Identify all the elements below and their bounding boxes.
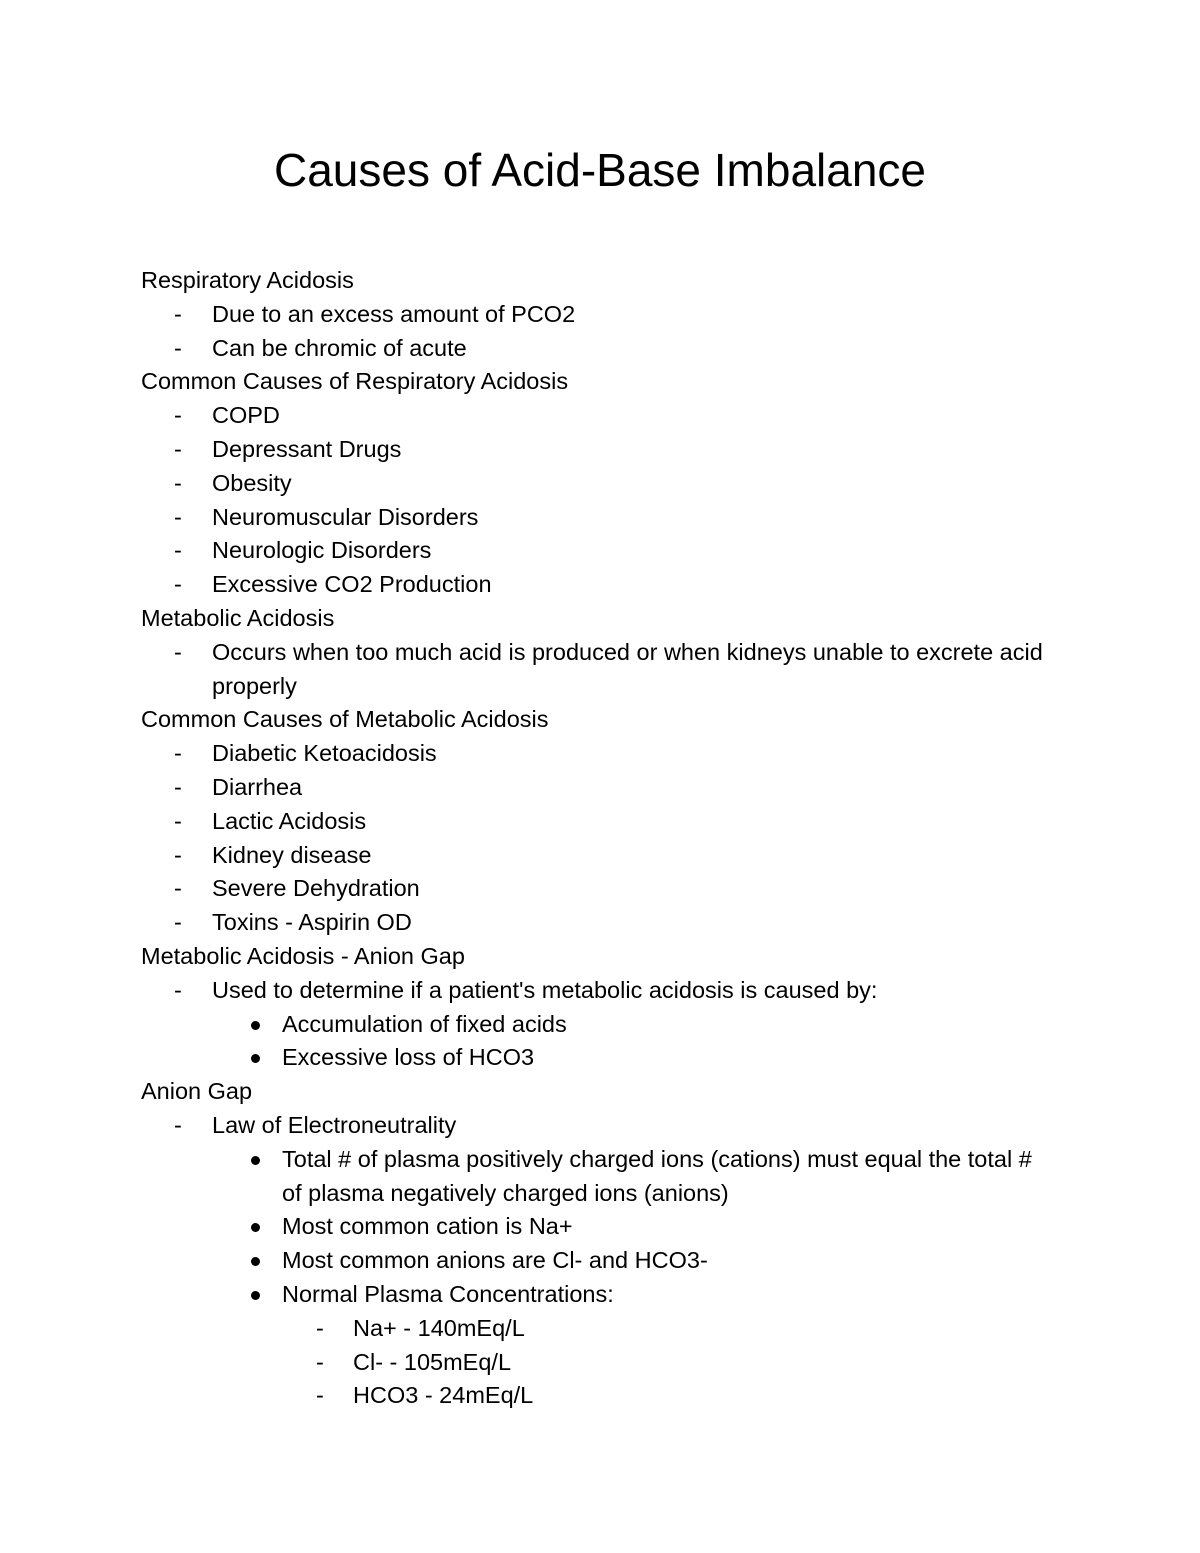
dash-marker: - bbox=[174, 740, 182, 767]
bullet-item-text: Accumulation of fixed acids bbox=[282, 1010, 567, 1037]
list-item bbox=[141, 906, 1081, 940]
dash-marker: - bbox=[174, 638, 182, 665]
list-item bbox=[141, 805, 1081, 839]
bullet-icon bbox=[251, 1156, 260, 1165]
dash-marker: - bbox=[174, 841, 182, 868]
dash-marker: - bbox=[174, 469, 182, 496]
bullet-item bbox=[141, 1278, 1081, 1312]
sub-list-item bbox=[141, 1379, 1081, 1413]
list-item bbox=[141, 298, 1081, 332]
bullet-icon bbox=[251, 1054, 260, 1063]
list-item bbox=[141, 771, 1081, 805]
dash-marker: - bbox=[174, 909, 182, 936]
bullet-item-text: Total # of plasma positively charged ions (cations) must equal the total # of plasma negatively charged ions (anions) bbox=[282, 1145, 1032, 1206]
bullet-item-text: Excessive loss of HCO3 bbox=[282, 1044, 535, 1071]
list-item-text: Lactic Acidosis bbox=[212, 807, 367, 834]
list-item-text: Diarrhea bbox=[212, 773, 303, 800]
bullet-item bbox=[141, 1008, 1081, 1042]
sub-list-item-text: Cl- - 105mEq/L bbox=[353, 1348, 512, 1375]
list-item-text: Neuromuscular Disorders bbox=[212, 503, 479, 530]
dash-marker: - bbox=[174, 435, 182, 462]
dash-marker: - bbox=[316, 1348, 324, 1375]
dash-marker: - bbox=[316, 1382, 324, 1409]
bullet-icon bbox=[251, 1223, 260, 1232]
bullet-item-text: Normal Plasma Concentrations: bbox=[282, 1280, 614, 1307]
dash-marker: - bbox=[174, 1111, 182, 1138]
list-item-text: Used to determine if a patient's metabolic acidosis is caused by: bbox=[212, 976, 878, 1003]
dash-marker: - bbox=[174, 537, 182, 564]
bullet-item bbox=[141, 1244, 1081, 1278]
document-body bbox=[141, 264, 1081, 1413]
section-heading: Metabolic Acidosis - Anion Gap bbox=[141, 942, 465, 969]
list-item-text: Toxins - Aspirin OD bbox=[212, 909, 412, 936]
bullet-icon bbox=[251, 1021, 260, 1030]
dash-marker: - bbox=[316, 1314, 324, 1341]
list-item bbox=[141, 839, 1081, 873]
dash-marker: - bbox=[174, 807, 182, 834]
list-item-text: Law of Electroneutrality bbox=[212, 1111, 457, 1138]
list-item-text: Obesity bbox=[212, 469, 292, 496]
sub-list-item bbox=[141, 1346, 1081, 1380]
dash-marker: - bbox=[174, 334, 182, 361]
list-item-text: Can be chromic of acute bbox=[212, 334, 467, 361]
list-item-text: Occurs when too much acid is produced or when kidneys unable to excrete acid properly bbox=[212, 638, 1043, 699]
list-item-text: Kidney disease bbox=[212, 841, 372, 868]
list-item-text: Neurologic Disorders bbox=[212, 537, 432, 564]
dash-marker: - bbox=[174, 976, 182, 1003]
list-item-text: Diabetic Ketoacidosis bbox=[212, 740, 437, 767]
bullet-item-text: Most common anions are Cl- and HCO3- bbox=[282, 1247, 708, 1274]
bullet-item bbox=[141, 1041, 1081, 1075]
list-item bbox=[141, 534, 1081, 568]
section-heading: Respiratory Acidosis bbox=[141, 267, 354, 293]
dash-marker: - bbox=[174, 402, 182, 429]
document-title: Causes of Acid-Base Imbalance bbox=[273, 144, 927, 196]
dash-marker: - bbox=[174, 875, 182, 902]
list-item bbox=[141, 467, 1081, 501]
sub-list-item bbox=[141, 1312, 1081, 1346]
sub-list-item-text: HCO3 - 24mEq/L bbox=[353, 1382, 534, 1409]
list-item-text: Severe Dehydration bbox=[212, 875, 420, 902]
section-heading: Metabolic Acidosis bbox=[141, 604, 335, 631]
list-item-text: Due to an excess amount of PCO2 bbox=[212, 300, 576, 327]
bullet-item-text: Most common cation is Na+ bbox=[282, 1213, 573, 1240]
list-item-text: Depressant Drugs bbox=[212, 435, 402, 462]
bullet-item bbox=[141, 1210, 1081, 1244]
list-item bbox=[141, 568, 1081, 602]
dash-marker: - bbox=[174, 503, 182, 530]
section-heading: Anion Gap bbox=[141, 1078, 253, 1105]
list-item-text: COPD bbox=[212, 402, 280, 429]
list-item bbox=[141, 872, 1081, 906]
bullet-icon bbox=[251, 1291, 260, 1300]
dash-marker: - bbox=[174, 773, 182, 800]
list-item-text: Excessive CO2 Production bbox=[212, 571, 492, 598]
list-item bbox=[141, 332, 1081, 366]
list-item bbox=[141, 636, 1081, 704]
sub-list-item-text: Na+ - 140mEq/L bbox=[353, 1314, 525, 1341]
list-item bbox=[141, 433, 1081, 467]
dash-marker: - bbox=[174, 571, 182, 598]
list-item bbox=[141, 737, 1081, 771]
list-item bbox=[141, 399, 1081, 433]
section-heading: Common Causes of Respiratory Acidosis bbox=[141, 368, 569, 395]
bullet-item bbox=[141, 1143, 1081, 1211]
list-item bbox=[141, 974, 1081, 1008]
dash-marker: - bbox=[174, 300, 182, 327]
bullet-icon bbox=[251, 1257, 260, 1266]
section-heading: Common Causes of Metabolic Acidosis bbox=[141, 706, 549, 733]
list-item bbox=[141, 501, 1081, 535]
list-item bbox=[141, 1109, 1081, 1143]
